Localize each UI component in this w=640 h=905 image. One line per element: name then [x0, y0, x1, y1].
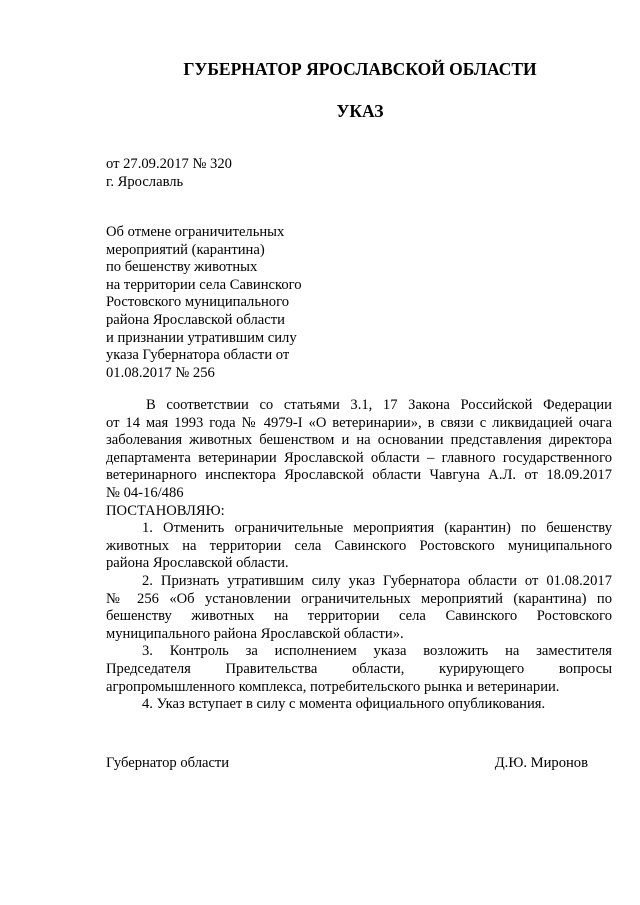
preamble-line: № 04-16/486 [106, 484, 184, 501]
item-line: 2. Признать утратившим силу указ Губернатора области от 01.08.2017 [142, 572, 612, 589]
item-line: Председателя Правительства области, курирующего вопросы [106, 660, 612, 677]
preamble-line: департамента ветеринарии Ярославской области – главного государственного [106, 449, 612, 466]
document-type-heading: УКАЗ [336, 101, 384, 121]
preamble-line: от 14 мая 1993 года № 4979-I «О ветеринарии», в связи с ликвидацией очага [106, 414, 612, 431]
item-line: агропромышленного комплекса, потребительского рынка и ветеринарии. [106, 678, 560, 695]
subject-line: указа Губернатора области от [106, 347, 290, 364]
preamble [106, 397, 612, 503]
item-line: 4. Указ вступает в силу с момента официального опубликования. [142, 696, 546, 713]
preamble-line: заболевания животных бешенством и на основании представления директора [106, 432, 612, 449]
signatory-position: Губернатор области [106, 755, 230, 771]
decree-item-2 [106, 573, 612, 643]
issuer-heading: ГУБЕРНАТОР ЯРОСЛАВСКОЙ ОБЛАСТИ [183, 59, 537, 79]
subject-line: и признании утратившим силу [106, 329, 297, 346]
document-meta [106, 156, 232, 191]
preamble-line: ветеринарного инспектора Ярославской области Чавгуна А.Л. от 18.09.2017 [106, 467, 612, 484]
decree-item-4 [106, 696, 612, 714]
item-line: животных на территории села Савинского Ростовского муниципального [106, 537, 612, 554]
subject-line: 01.08.2017 № 256 [106, 364, 215, 381]
item-line: 1. Отменить ограничительные мероприятия (карантин) по бешенству [142, 520, 612, 537]
item-line: муниципального района Ярославской области». [106, 625, 404, 642]
preamble-line: В соответствии со статьями 3.1, 17 Закона Российской Федерации [146, 397, 612, 413]
item-line: бешенству животных на территории села Савинского Ростовского [106, 608, 612, 625]
place: г. Ярославль [106, 173, 184, 190]
item-line: № 256 «Об установлении ограничительных мероприятий (карантина) по [106, 590, 612, 607]
decree-item-3 [106, 643, 612, 696]
item-line: района Ярославской области. [106, 555, 289, 572]
date-number: от 27.09.2017 № 320 [106, 156, 232, 172]
subject-line: по бешенству животных [106, 259, 258, 276]
subject-line: Об отмене ограничительных [106, 224, 285, 240]
signatory-name: Д.Ю. Миронов [494, 755, 588, 771]
subject-line: Ростовского муниципального [106, 294, 290, 311]
decree-body [106, 397, 612, 714]
decree-item-1 [106, 520, 612, 573]
subject-line: на территории села Савинского [106, 276, 302, 293]
subject-line: района Ярославской области [106, 311, 285, 328]
subject-line: мероприятий (карантина) [106, 241, 265, 258]
decree-subject [106, 224, 302, 382]
item-line: 3. Контроль за исполнением указа возложить на заместителя [142, 643, 612, 660]
resolution-word: ПОСТАНОВЛЯЮ: [106, 502, 225, 519]
